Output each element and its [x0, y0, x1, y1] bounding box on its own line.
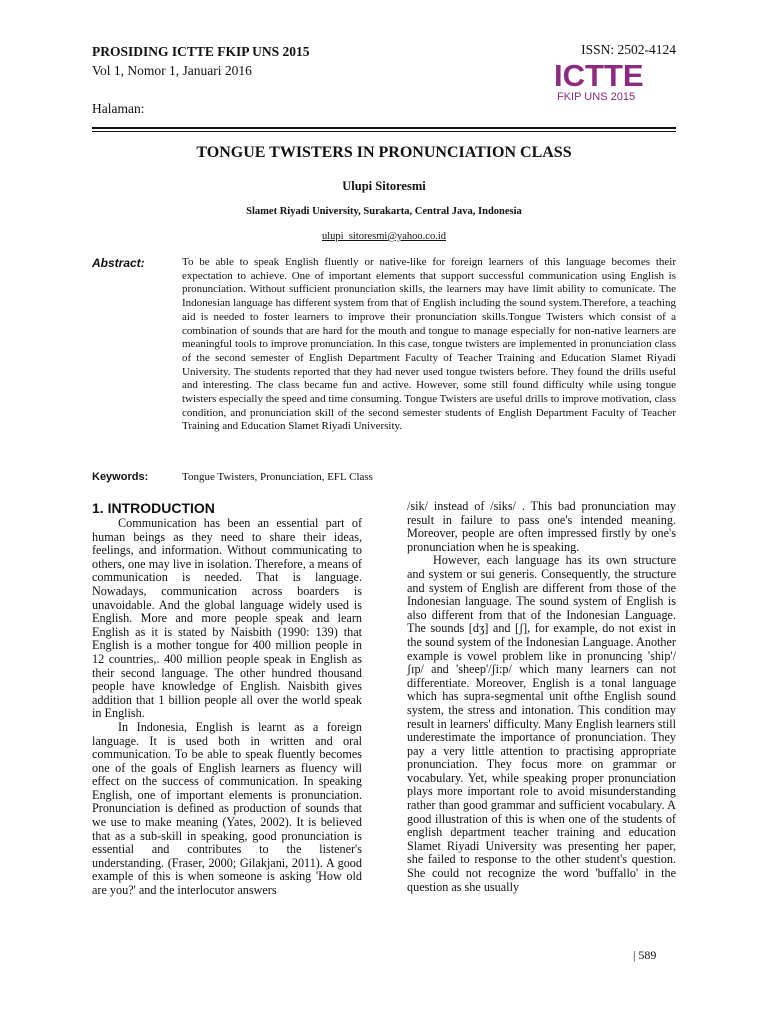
proceedings-header — [92, 42, 310, 118]
page-number: | 589 — [633, 948, 657, 962]
issn-number: ISSN: 2502-4124 — [581, 42, 676, 57]
ictte-logo — [554, 58, 679, 102]
logo-main-text: ICTTE — [554, 58, 644, 93]
section-heading: 1. INTRODUCTION — [92, 500, 215, 516]
paragraph: However, each language has its own structure and system or sui generis. Consequently, the structure and system of English are different from those of the Indonesian language. The sound system of English is also different from that of the Indonesian Language. The sounds [dʒ] and [ʃ], for example, do not exist in the sound system of the Indonesian Language. Another example is vowel problem like in pronuncing 'ship'/ʃɪp/ and 'sheep'/ʃi:p/ which many learners can not differentiate. Moreover, English is a tonal language which has supra-segmental unit ofthe English sound system, the stress and intonation. This condition may result in learners' difficulty. Many English learners still underestimate the importance of pronunciation. They pay a very little attention to practising appropriate pronunciation. They focus more on grammar or vocabulary. Yet, while speaking proper pronunciation plays more important role to avoid misunderstanding rather than good grammar and sufficient vocabulary. A good illustration of this is when one of the students of english department teacher training and education Slamet Riyadi University was presenting her paper, she failed to response to the other student's question. She could not recognize the word 'buffallo' in the question as she usually — [407, 553, 676, 894]
keywords-label: Keywords: — [92, 471, 149, 483]
paragraph: Communication has been an essential part of human beings as they need to share their ideas, feelings, and information. Without communicating to others, one may live in isolation. Therefore, a means of communication is needed. That is language. Nowadays, communication across boarders is unavoidable. And the global language widely used is English. More and more people speak and learn English as it is stated by Naisbith (1990: 139) that English is a mother tongue for 400 million people in 12 countries,. 400 million people speak in English as their second language. The other hundred thousand people have knowledge of English. Naisbith gives addition that 1 billion people all over the world speak in English. — [92, 516, 362, 721]
author-name: Ulupi Sitoresmi — [342, 179, 426, 193]
paragraph: In Indonesia, English is learnt as a foreign language. It is used both in written and oral communication. To be able to speak fluently becomes one of the goals of English learners as fluency will effect on the success of communication. In speaking English, one of important elements is pronunciation. Pronunciation is defined as production of sounds that we use to make meaning (Yates, 2002). It is believed that as a sub-skill in speaking, good pronunciation is essential and contributes to the listener's understanding. (Fraser, 2000; Gilakjani, 2011). A good example of this is when someone is asking 'How old are you?' and the interlocutor answers — [92, 719, 362, 898]
pages-label: Halaman: — [92, 101, 145, 116]
keywords-text: Tongue Twisters, Pronunciation, EFL Class — [182, 471, 373, 483]
paper-title: TONGUE TWISTERS IN PRONUNCIATION CLASS — [196, 144, 572, 161]
right-column — [407, 500, 676, 894]
abstract-label: Abstract: — [92, 256, 145, 270]
paragraph: /sik/ instead of /siks/ . This bad pronunciation may result in failure to pass one's intended meaning. Moreover, people are often impressed firstly by one's pronunciation when he is speaking. — [407, 499, 676, 554]
volume-info: Vol 1, Nomor 1, Januari 2016 — [92, 63, 252, 78]
header-rule-thin — [92, 131, 676, 132]
author-email: ulupi_sitoresmi@yahoo.co.id — [322, 231, 446, 242]
abstract-text: To be able to speak English fluently or native-like for foreign learners of this language becomes their expectation to achieve. One of important elements that support successful communication using English is pronunciation. Without sufficient pronunciation skills, the learners may have limit ability to comunicate. The Indonesian language has different system from that of English including the sound system.Therefore, a teaching aid is needed to foster learners to improve their pronunciation skills.Tongue Twisters which consist of a combination of sounds that are hard for the mouth and tongue to manage especially for non-native learners are meaningful tools to improve pronunciation. In this case, tongue twisters are implemented in pronunciation class of the second semester of English Department Faculty of Teacher Training and Education Slamet Riyadi University. The students reported that they had never used tongue twisters before. They found the drills useful and interesting. The class became fun and active. However, some still found difficulty while using tongue twisters especially the speed and time consuming. Tongue Twisters are useful drills to improve motivation, class condition, and pronunciation skill of the second semester students of English Department Faculty of Teacher Training and Education Slamet Riyadi University. — [182, 256, 676, 433]
author-affiliation: Slamet Riyadi University, Surakarta, Central Java, Indonesia — [246, 206, 522, 217]
proceedings-title: PROSIDING ICTTE FKIP UNS 2015 — [92, 44, 310, 59]
logo-sub-text: FKIP UNS 2015 — [557, 91, 636, 102]
header-rule-thick — [92, 127, 676, 129]
left-column — [92, 517, 362, 898]
